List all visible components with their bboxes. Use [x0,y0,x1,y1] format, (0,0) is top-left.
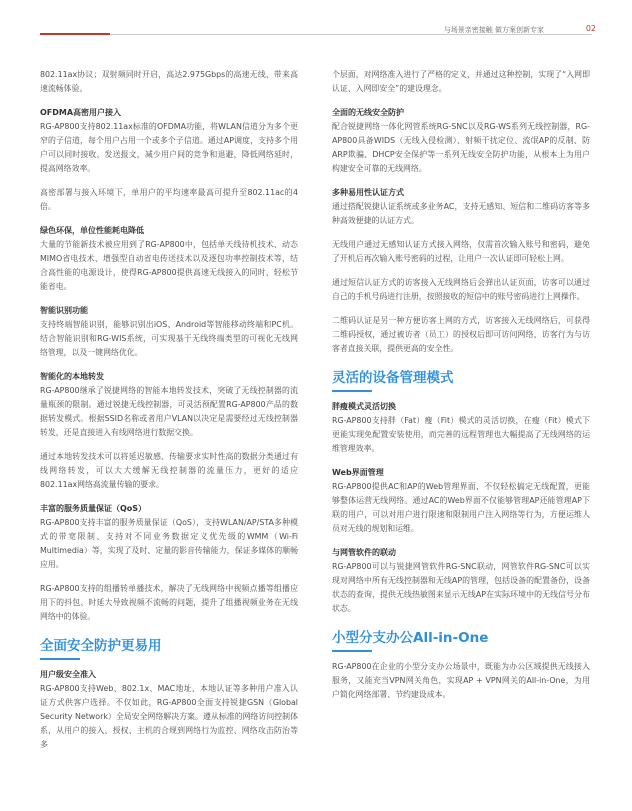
green-paragraph: 大量的节能新技术被应用到了RG-AP800中，包括单天线待机技术、动态MIMO省电技术、增强型自动省电传送技术以及逐包功率控制技术等，结合高性能的电源设计，使得RG-AP800提供高速无线接入的同时，轻松节能省电。 [40,240,298,291]
user-access-heading: 用户级安全准入 [40,670,96,679]
qos-heading: 丰富的服务质量保证（QoS） [40,504,147,513]
intro-paragraph: 802.11ax协议；双射频同时开启，高达2.975Gbps的高速无线，带来高速流畅体验。 [40,70,298,93]
auth-paragraph-4: 二维码认证是另一种方便访客上网的方式，访客接入无线网络后，可获得二维码授权，通过被访者（员工）的授权后即可访问网络，访客行为与访客者直接关联，提供更高的安全性。 [332,316,590,353]
web-management-paragraph: RG-AP800提供AC和AP的Web管理界面，不仅轻松搞定无线配置，更能够整体运营无线网络。通过AC的Web界面不仅能够管理AP还能管理AP下联的用户，可以对用户进行限速和限制用户注入网络等行为，方便运维人员对无线的规划和运维。 [332,482,590,533]
qos-paragraph-1: RG-AP800支持丰富的服务质量保证（QoS），支持WLAN/AP/STA多种模式的带宽限制、支持对不同业务数据定义优先级的WMM（Wi-Fi Multimedia）等，实现了及时、定量的影音传输能力，保证多媒体的顺畅应用。 [40,518,298,569]
page-number: 02 [585,24,596,33]
management-section-underline [332,390,372,392]
local-forwarding-paragraph-1: RG-AP800继承了锐捷网络的智能本地转发技术，突破了无线控制器的流量瓶颈的限制。通过锐捷无线控制器，可灵活预配置RG-AP800产品的数据转发模式。根据SSID名称或者用户VLAN以决定是需要经过无线控制器转发，还是直接进入有线网络进行数据交换。 [40,386,298,437]
wireless-security-heading: 全面的无线安全防护 [332,108,404,117]
auth-paragraph-1: 通过搭配锐捷认证系统或多业务AC，支持无感知、短信和二维码访客等多种高效便捷的认证方式。 [332,202,590,225]
fat-fit-heading: 胖瘦模式灵活切换 [332,402,396,411]
office-section-title-text: 小型分支办公All-in-One [332,630,489,646]
web-management-heading: Web界面管理 [332,468,384,477]
auth-heading: 多种易用性认证方式 [332,188,404,197]
fat-fit-paragraph: RG-AP800支持胖（Fat）瘦（Fit）模式的灵活切换，在瘦（Fit）模式下更能实现免配置安装使用，而完善的远程管理也大幅提高了无线网络的运维管理效率。 [332,416,590,453]
snc-linkage-heading: 与网管软件的联动 [332,548,396,557]
office-section-title [332,626,590,652]
header-accent-line [40,33,110,35]
qos-paragraph-2: RG-AP800支持的组播转单播技术，解决了无线网络中视频点播等组播应用下的抖包、时延大导致视频不流畅的问题，提升了组播视频业务在无线网络中的体验。 [40,584,298,621]
right-column [332,68,590,712]
management-section-title-text: 灵活的设备管理模式 [332,370,454,386]
auth-paragraph-3: 通过短信认证方式的访客接入无线网络后会弹出认证页面，访客可以通过自己的手机号码进行注册，按照接收的短信中的账号密码进行上网操作。 [332,278,590,301]
continued-paragraph: 个层面，对网络准入进行了严格的定义，并通过这种控制，实现了“入网即认证、入网即安全”的建设理念。 [332,70,590,93]
ofdma-paragraph-1: RG-AP800支持802.11ax标准的OFDMA功能，将WLAN信道分为多个更窄的子信道，每个用户占用一个或多个子信道。通过AP调度，支持多个用户可以同时接收、发送报文，减少用户间的竞争和退避，降低网络延时，提高网络效率。 [40,122,298,173]
wireless-security-paragraph: 配合锐捷网络一体化网管系统RG-SNC以及RG-WS系列无线控制器，RG-AP800具备WIDS（无线入侵检测）、射频干扰定位、流氓AP的反制、防ARP欺骗、DHCP安全保护等一系列无线安全防护功能，从根本上为用户构建安全可靠的无线网络。 [332,122,590,173]
management-section-title [332,366,590,392]
header-tagline: 与场景亲密接触 做方案创新专家 [443,26,544,34]
security-section-title-text: 全面安全防护更易用 [40,638,162,654]
left-column [40,68,298,762]
local-forwarding-heading: 智能化的本地转发 [40,372,104,381]
smart-id-heading: 智能识别功能 [40,306,88,315]
security-section-title [40,634,298,660]
green-heading: 绿色环保，单位性能耗电降低 [40,226,144,235]
user-access-paragraph: RG-AP800支持Web、802.1x、MAC地址、本地认证等多种用户准入认证方式供客户选择。不仅如此，RG-AP800全面支持锐捷GSN（Global Security Network）全局安全网络解决方案。遵从标准的网络访问控制体系，从用户的接入、授权、主机的合规到网络行为监控、网络攻击防治等多 [40,684,298,749]
local-forwarding-paragraph-2: 通过本地转发技术可以将延迟敏感、传输要求实时性高的数据分类通过有线网络转发，可以大大缓解无线控制器的流量压力，更好的适应802.11ax网络高流量传输的要求。 [40,452,298,489]
office-paragraph: RG-AP800在企业的小型分支办公场景中，既能为办公区域提供无线接入服务，又能充当VPN网关角色，实现AP + VPN网关的All-in-One，为用户简化网络部署、节约建设成本。 [332,662,590,699]
office-section-underline [332,650,372,652]
auth-paragraph-2: 无线用户通过无感知认证方式接入网络，仅需首次输入账号和密码，避免了开机后再次输入账号密码的过程，让用户一次认证即可轻松上网。 [332,240,590,263]
ofdma-paragraph-2: 高密部署与接入环境下，单用户的平均速率最高可提升至802.11ac的4倍。 [40,188,298,211]
security-section-underline [40,658,80,660]
smart-id-paragraph: 支持终端智能识别，能够识别出iOS、Android等智能移动终端和PC机。结合智能识别和RG-WIS系统，可实现基于无线终端类型的可视化无线网络管理，以及一键网络优化。 [40,320,298,357]
ofdma-heading: OFDMA高密用户接入 [40,108,122,117]
snc-linkage-paragraph: RG-AP800可以与锐捷网管软件RG-SNC联动，网管软件RG-SNC可以实现对网络中所有无线控制器和无线AP的管理，包括设备的配置备份，设备状态的查询，提供无线热敏图来显示无线AP在实际环境中的无线信号分布状态。 [332,562,590,613]
